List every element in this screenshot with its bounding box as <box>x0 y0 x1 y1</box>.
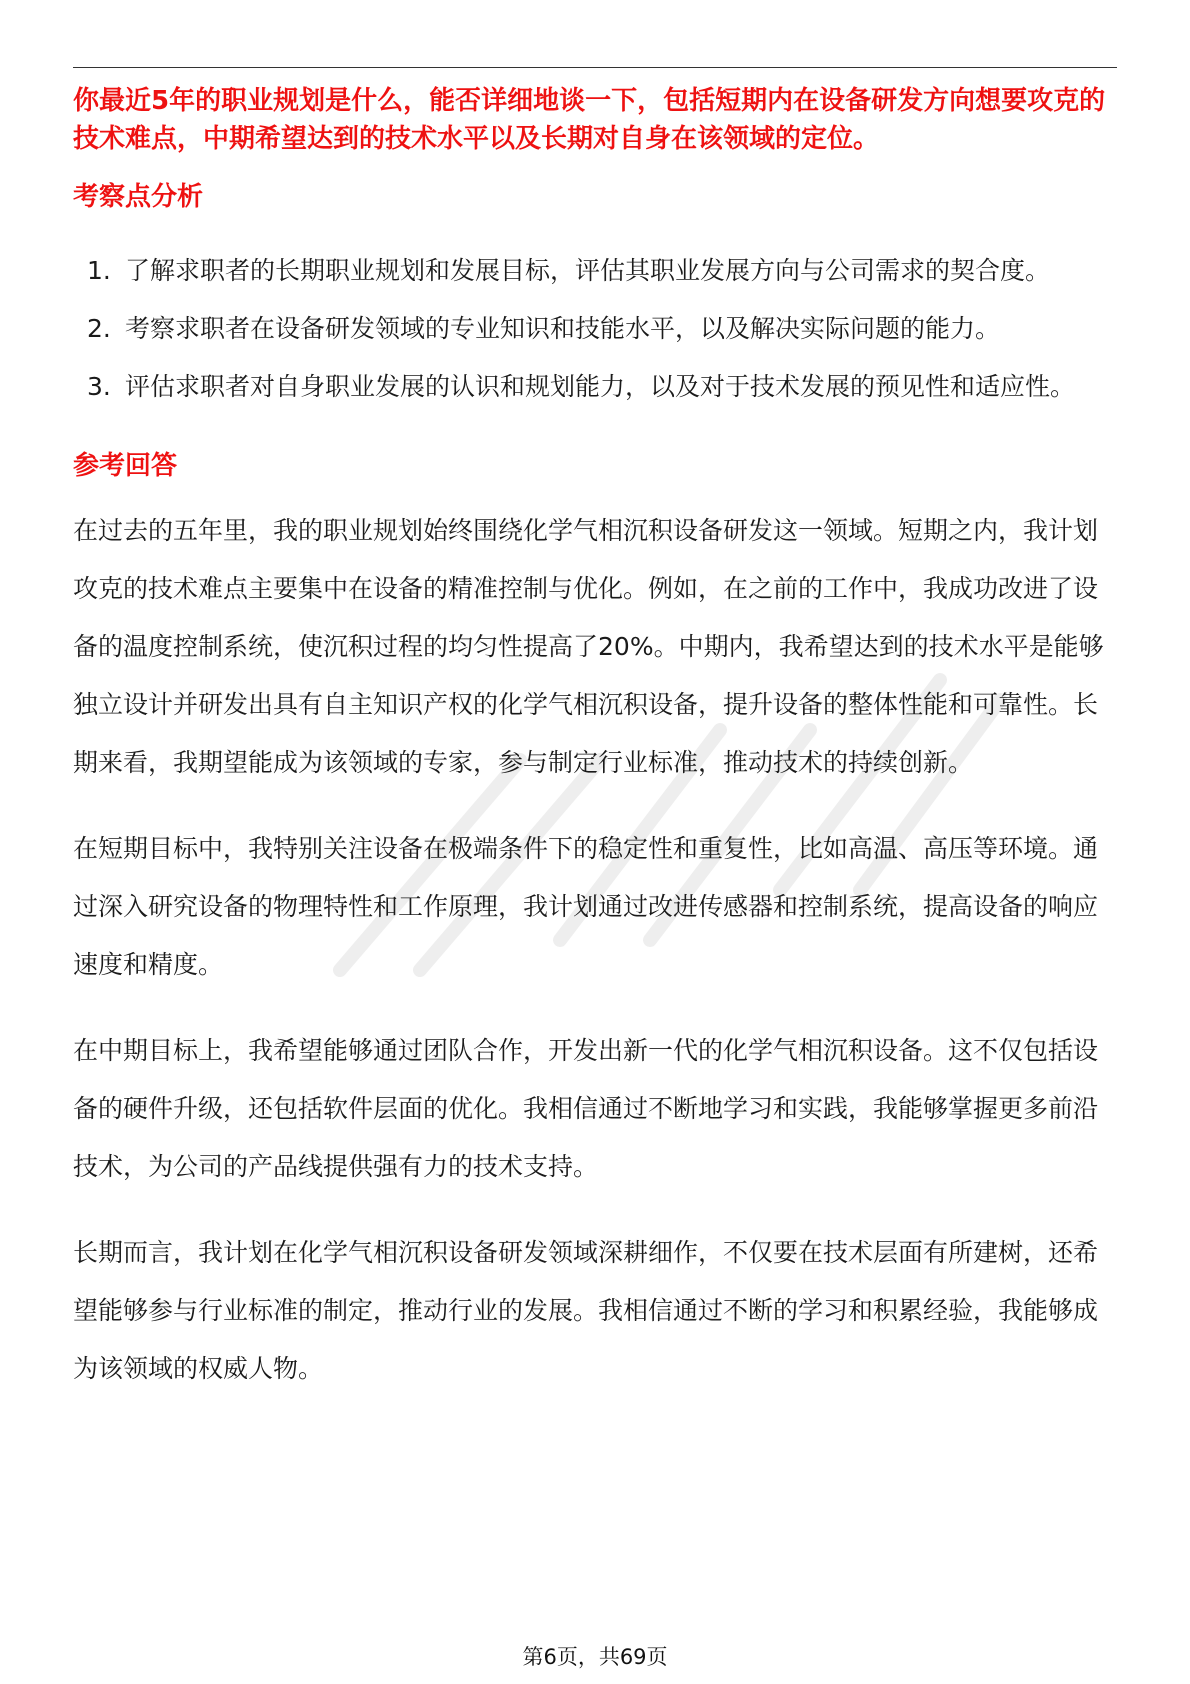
answer-paragraph: 在过去的五年里，我的职业规划始终围绕化学气相沉积设备研发这一领域。短期之内，我计划攻克的技术难点主要集中在设备的精准控制与优化。例如，在之前的工作中，我成功改进了设备的温度控制系统，使沉积过程的均匀性提高了20%。中期内，我希望达到的技术水平是能够独立设计并研发出具有自主知识产权的化学气相沉积设备，提升设备的整体性能和可靠性。长期来看，我期望能成为该领域的专家，参与制定行业标准，推动技术的持续创新。 <box>73 516 1104 777</box>
analysis-list <box>73 242 1117 416</box>
analysis-item-text: 了解求职者的长期职业规划和发展目标，评估其职业发展方向与公司需求的契合度。 <box>125 256 1051 285</box>
analysis-item-text: 考察求职者在设备研发领域的专业知识和技能水平，以及解决实际问题的能力。 <box>125 314 1001 343</box>
analysis-item <box>73 358 1117 416</box>
document-body <box>73 82 1117 1398</box>
page-number: 第6页，共69页 <box>522 1645 668 1669</box>
answer-paragraph: 在短期目标中，我特别关注设备在极端条件下的稳定性和重复性，比如高温、高压等环境。通过深入研究设备的物理特性和工作原理，我计划通过改进传感器和控制系统，提高设备的响应速度和精度。 <box>73 834 1099 979</box>
analysis-heading: 考察点分析 <box>73 182 204 212</box>
analysis-item-text: 评估求职者对自身职业发展的认识和规划能力，以及对于技术发展的预见性和适应性。 <box>125 372 1076 401</box>
analysis-item-number: 3. <box>87 372 111 401</box>
answer-heading: 参考回答 <box>73 451 178 481</box>
analysis-item <box>73 242 1117 300</box>
answer-paragraph: 在中期目标上，我希望能够通过团队合作，开发出新一代的化学气相沉积设备。这不仅包括设备的硬件升级，还包括软件层面的优化。我相信通过不断地学习和实践，我能够掌握更多前沿技术，为公司的产品线提供强有力的技术支持。 <box>73 1036 1099 1181</box>
analysis-item-number: 2. <box>87 314 111 343</box>
answer-paragraph: 长期而言，我计划在化学气相沉积设备研发领域深耕细作，不仅要在技术层面有所建树，还希望能够参与行业标准的制定，推动行业的发展。我相信通过不断的学习和积累经验，我能够成为该领域的权威人物。 <box>73 1238 1099 1383</box>
top-divider <box>73 67 1117 68</box>
interview-question: 你最近5年的职业规划是什么，能否详细地谈一下，包括短期内在设备研发方向想要攻克的技术难点，中期希望达到的技术水平以及长期对自身在该领域的定位。 <box>73 86 1106 154</box>
analysis-item <box>73 300 1117 358</box>
analysis-item-number: 1. <box>87 256 111 285</box>
